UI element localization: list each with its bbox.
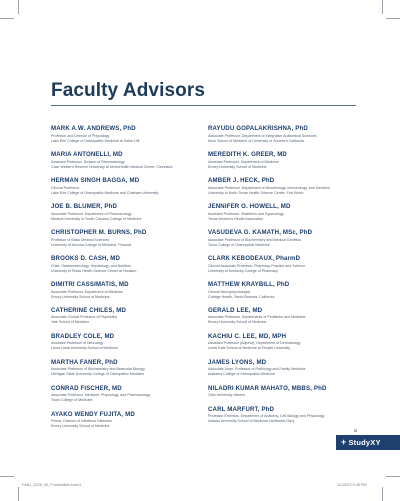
- advisor-affiliation: University of Kentucky College of Pharmacy: [208, 268, 278, 273]
- advisor-name: MARTHA FANER, PhD: [51, 358, 118, 366]
- advisor-affiliation: Alabama College of Osteopathic Medicine: [208, 372, 275, 377]
- advisor-entry: [208, 203, 360, 222]
- advisor-affiliation: Assistant Professor of Neurology: [51, 341, 104, 346]
- advisor-affiliation: Indiana University School of Medicine-Northwest-Gary: [208, 419, 295, 424]
- crop-mark: [382, 487, 383, 501]
- advisor-affiliation: University of North Texas Health Science Center, Fort Worth: [208, 190, 304, 195]
- footer-file-info: FAB1_2025_00_Frontmatter.indd 9: [22, 483, 82, 487]
- brand-logo: [341, 437, 381, 448]
- advisor-name: CARL MARFURT, PhD: [208, 405, 275, 413]
- crop-mark: [386, 476, 400, 477]
- advisor-entry: [208, 281, 360, 300]
- advisor-entry: [51, 177, 199, 196]
- advisor-name: CONRAD FISCHER, MD: [51, 384, 122, 392]
- advisor-affiliation: Medical University of South Carolina College of Medicine: [51, 216, 142, 221]
- advisor-affiliation: Associate Clinical Professor of Psychiatry: [51, 315, 118, 320]
- advisor-entry: [208, 406, 360, 425]
- advisor-entry: [208, 307, 360, 326]
- advisor-name: CLARK KEBODEAUX, PharmD: [208, 254, 301, 262]
- advisor-entry: [51, 151, 199, 170]
- advisor-affiliation: Emory University School of Medicine: [208, 164, 267, 169]
- advisor-name: AMBER J. HECK, PhD: [208, 176, 275, 184]
- advisor-affiliation: Michigan State University College of Osteopathic Medicine: [51, 372, 145, 377]
- advisor-entry: [51, 229, 199, 248]
- crop-mark: [0, 476, 14, 477]
- advisor-affiliation: Clinical Professor: [51, 185, 79, 190]
- advisor-entry: [208, 125, 360, 144]
- advisor-affiliation: Assistant Professor (Adjunct), Department of Dermatology: [208, 341, 301, 346]
- advisor-affiliation: Associate Professor, Department of Integrative Anatomical Sciences: [208, 133, 317, 138]
- advisor-name: CHRISTOPHER M. BURNS, PhD: [51, 228, 147, 236]
- crop-mark: [386, 18, 400, 19]
- advisor-name: MEREDITH K. GREER, MD: [208, 150, 287, 158]
- advisor-name: DIMITRI CASSIMATIS, MD: [51, 280, 129, 288]
- advisor-entry: [51, 411, 199, 430]
- advisor-name: MARIA ANTONELLI, MD: [51, 150, 123, 158]
- advisor-entry: [208, 359, 360, 378]
- advisor-name: BROOKS D. CASH, MD: [51, 254, 121, 262]
- advisor-affiliation: Loma Linda University School of Medicine: [51, 346, 118, 351]
- page-title: Faculty Advisors: [51, 80, 205, 101]
- advisor-affiliation: Yale School of Medicine: [51, 320, 90, 325]
- advisor-entry: [208, 177, 360, 196]
- advisor-affiliation: Associate Professor, Medicine, Physiology, and Pharmacology: [51, 393, 151, 398]
- advisor-name: MATTHEW KRAYBILL, PhD: [208, 280, 290, 288]
- advisor-entry: [51, 333, 199, 352]
- advisor-affiliation: Professor Emeritus, Department of Anatomy, Cell Biology and Physiology: [208, 414, 325, 419]
- advisor-affiliation: Ohio University, Athens: [208, 393, 246, 398]
- advisor-affiliation: Lake Erie College of Osteopathic Medicine and Chatham University: [51, 190, 159, 195]
- advisor-entry: [208, 333, 360, 352]
- advisor-entry: [51, 307, 199, 326]
- advisor-entry: [51, 359, 199, 378]
- advisor-name: JAMES LYONS, MD: [208, 358, 267, 366]
- advisor-affiliation: Associate Professor, Department of Microbiology, Immunology, and Genetics: [208, 185, 330, 190]
- advisor-affiliation: University of Arizona College of Medicine, Phoenix: [51, 242, 132, 247]
- advisor-affiliation: Touro College of Medicine: [51, 398, 93, 403]
- advisor-entry: [51, 281, 199, 300]
- advisor-affiliation: Associate Professor, Department of Medicine: [51, 289, 123, 294]
- advisor-affiliation: Case Western Reserve University at MetroHealth Medical Center, Cleveland: [51, 164, 173, 169]
- advisor-entry: [208, 255, 360, 274]
- advisor-affiliation: Emory University School of Medicine: [208, 320, 267, 325]
- advisor-name: CATHERINE CHILES, MD: [51, 306, 126, 314]
- advisor-affiliation: Keck School of Medicine of University of Southern California: [208, 138, 304, 143]
- advisor-name: GERALD LEE, MD: [208, 306, 263, 314]
- advisor-affiliation: Chief, Gastroenterology, Hepatology, and Nutrition: [51, 263, 131, 268]
- plus-icon: +: [341, 437, 347, 447]
- advisor-entry: [51, 125, 199, 144]
- advisor-affiliation: Emory University School of Medicine: [51, 424, 110, 429]
- advisor-affiliation: Assistant Professor, Division of Rheumatology: [51, 159, 125, 164]
- advisor-name: AYAKO WENDY FUJITA, MD: [51, 410, 135, 418]
- advisor-entry: [208, 229, 360, 248]
- footer-timestamp: 11/19/23 5:36 PM: [337, 483, 367, 487]
- advisor-entry: [208, 385, 360, 399]
- advisor-name: MARK A.W. ANDREWS, PhD: [51, 125, 136, 132]
- advisor-name: VASUDEVA G. KAMATH, MSc, PhD: [208, 228, 313, 236]
- brand-name: StudyXY: [348, 438, 381, 447]
- title-divider: [51, 105, 356, 106]
- advisor-entry: [51, 385, 199, 404]
- advisor-affiliation: Assistant Professor, Obstetrics and Gynecology: [208, 211, 284, 216]
- advisor-affiliation: Cottage Health, Santa Barbara, California: [208, 294, 275, 299]
- advisor-affiliation: Associate Professor of Biochemistry and Molecular Biology: [51, 367, 145, 372]
- advisor-affiliation: Associate Professor, Departments of Pediatrics and Medicine: [208, 315, 306, 320]
- advisor-affiliation: Associate Dean, Professor of Pathology and Family Medicine: [208, 367, 306, 372]
- advisor-affiliation: Professor and Director of Physiology: [51, 133, 110, 138]
- advisor-name: RAYUDU GOPALAKRISHNA, PhD: [208, 125, 308, 132]
- advisor-entry: [51, 255, 199, 274]
- advisor-affiliation: Professor of Basic Medical Sciences: [51, 237, 110, 242]
- crop-mark: [18, 0, 19, 14]
- advisor-column-left: [51, 125, 199, 437]
- advisor-affiliation: Fellow, Division of Infectious Diseases: [51, 419, 112, 424]
- advisor-name: JOE B. BLUMER, PhD: [51, 202, 118, 210]
- crop-mark: [18, 487, 19, 501]
- advisor-affiliation: Emory University School of Medicine: [51, 294, 110, 299]
- advisor-name: KACHIU C. LEE, MD, MPH: [208, 332, 287, 340]
- advisor-name: JENNIFER O. HOWELL, MD: [208, 202, 291, 210]
- advisor-name: HERMAN SINGH BAGGA, MD: [51, 176, 140, 184]
- advisor-affiliation: Clinical Associate Professor, Pharmacy Practice and Science: [208, 263, 306, 268]
- advisor-affiliation: Texas Women's Health Associates: [208, 216, 263, 221]
- advisor-affiliation: Clinical Neuropsychologist: [208, 289, 251, 294]
- advisor-affiliation: Lewis Katz School of Medicine at Temple University: [208, 346, 291, 351]
- advisor-entry: [208, 151, 360, 170]
- crop-mark: [0, 18, 14, 19]
- advisor-affiliation: Associate Professor of Biochemistry and Medical Genetics: [208, 237, 302, 242]
- page-number: ix: [354, 428, 358, 433]
- crop-mark: [382, 0, 383, 14]
- advisor-column-right: [208, 125, 360, 432]
- advisor-affiliation: University of Texas Health Science Center at Houston: [51, 268, 137, 273]
- advisor-entry: [51, 203, 199, 222]
- advisor-name: BRADLEY COLE, MD: [51, 332, 115, 340]
- advisor-affiliation: Associate Professor, Department of Pharmacology: [51, 211, 132, 216]
- advisor-affiliation: Assistant Professor, Department of Medicine: [208, 159, 279, 164]
- advisor-name: NILADRI KUMAR MAHATO, MBBS, PhD: [208, 384, 327, 392]
- advisor-affiliation: Lake Erie College of Osteopathic Medicine at Seton Hill: [51, 138, 140, 143]
- advisor-affiliation: Touro College of Osteopathic Medicine: [208, 242, 270, 247]
